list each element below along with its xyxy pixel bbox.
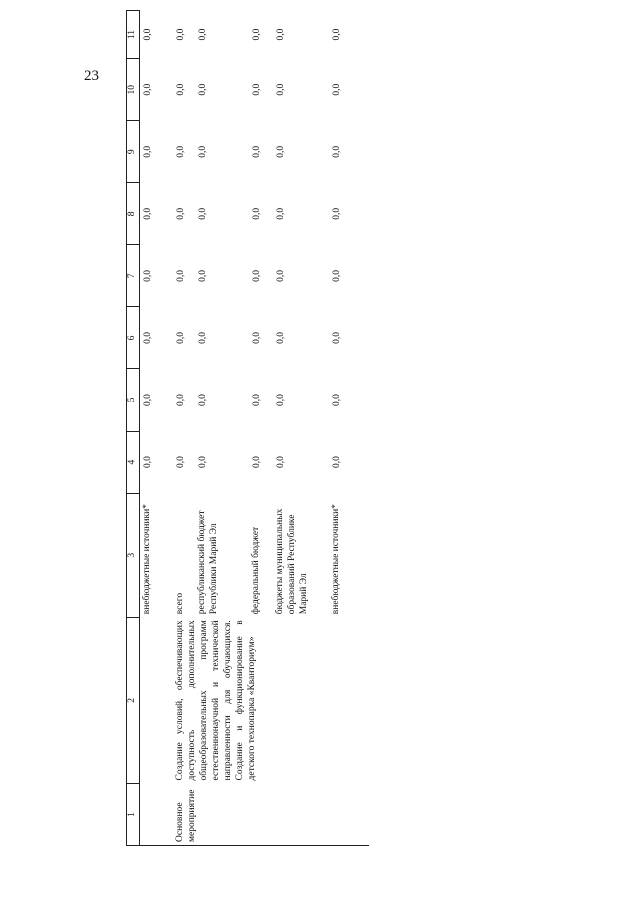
value-cell: 0,0 — [198, 269, 209, 282]
funding-source: внебюджетные источники* — [141, 504, 152, 615]
value-cell: 0,0 — [252, 269, 263, 282]
value-cell: 0,0 — [176, 394, 187, 406]
value-cell: 0,0 — [198, 28, 209, 41]
value-cell: 0,0 — [332, 83, 343, 96]
col-header: 11 — [127, 11, 140, 59]
value-cell: 0,0 — [142, 207, 153, 220]
value-cell: 0,0 — [332, 145, 343, 158]
value-cell: 0,0 — [142, 332, 153, 344]
value-cell: 0,0 — [332, 28, 343, 41]
table-row — [139, 11, 173, 846]
value-cell: 0,0 — [142, 394, 153, 406]
value-cell: 0,0 — [276, 332, 287, 344]
funding-source: федеральный бюджет — [251, 526, 262, 615]
value-cell: 0,0 — [276, 145, 287, 158]
value-cell: 0,0 — [252, 332, 263, 344]
col-header: 6 — [127, 307, 140, 369]
value-cell: 0,0 — [332, 207, 343, 220]
value-cell: 0,0 — [198, 332, 209, 344]
col-header: 2 — [127, 617, 140, 783]
col-header: 4 — [127, 431, 140, 493]
value-cell: 0,0 — [276, 394, 287, 406]
value-cell: 0,0 — [198, 145, 209, 158]
value-cell: 0,0 — [198, 394, 209, 406]
value-cell: 0,0 — [276, 83, 287, 96]
value-cell: 0,0 — [332, 269, 343, 282]
funding-source: республиканский бюджет Республики Марий Эл — [197, 510, 220, 615]
value-cell: 0,0 — [252, 394, 263, 406]
value-cell: 0,0 — [142, 456, 153, 469]
value-cell: 0,0 — [142, 145, 153, 158]
value-cell: 0,0 — [252, 207, 263, 220]
value-cell: 0,0 — [276, 456, 287, 469]
value-cell: 0,0 — [198, 83, 209, 96]
rotated-table-wrapper — [126, 10, 592, 846]
col-header: 8 — [127, 183, 140, 245]
value-cell: 0,0 — [176, 207, 187, 220]
value-cell: 0,0 — [198, 207, 209, 220]
measure-description: Создание условий, обеспечивающих доступность дополнительных общеобразовательных программ естественнонаучной и технической направленности для обучающихся. Создание и функционирование в детского технопарка «Кванториум» — [175, 620, 257, 781]
value-cell: 0,0 — [276, 269, 287, 282]
value-cell: 0,0 — [142, 28, 153, 41]
value-cell: 0,0 — [176, 145, 187, 158]
value-cell: 0,0 — [142, 269, 153, 282]
col-header: 1 — [127, 783, 140, 845]
value-cell: 0,0 — [332, 394, 343, 406]
value-cell: 0,0 — [276, 207, 287, 220]
value-cell: 0,0 — [332, 456, 343, 469]
value-cell: 0,0 — [176, 269, 187, 282]
value-cell: 0,0 — [142, 83, 153, 96]
funding-source: бюджеты муниципальных образований Республике Марий Эл — [275, 508, 310, 615]
col-header: 9 — [127, 121, 140, 183]
col-header: 3 — [127, 493, 140, 617]
value-cell: 0,0 — [176, 456, 187, 469]
value-cell: 0,0 — [276, 28, 287, 41]
value-cell: 0,0 — [252, 28, 263, 41]
page-number: 23 — [84, 68, 99, 84]
col-header: 5 — [127, 369, 140, 431]
column-number-row — [127, 11, 140, 846]
value-cell: 0,0 — [252, 83, 263, 96]
budget-table — [126, 10, 369, 846]
table-row — [173, 11, 195, 846]
col-header: 7 — [127, 245, 140, 307]
funding-source: всего — [175, 592, 186, 615]
value-cell: 0,0 — [252, 456, 263, 469]
value-cell: 0,0 — [252, 145, 263, 158]
col-header: 10 — [127, 59, 140, 121]
value-cell: 0,0 — [176, 83, 187, 96]
measure-type: Основное мероприятие — [173, 783, 369, 845]
value-cell: 0,0 — [332, 332, 343, 344]
funding-source: внебюджетные источники* — [331, 504, 342, 615]
value-cell: 0,0 — [176, 28, 187, 41]
value-cell: 0,0 — [176, 332, 187, 344]
value-cell: 0,0 — [198, 456, 209, 469]
